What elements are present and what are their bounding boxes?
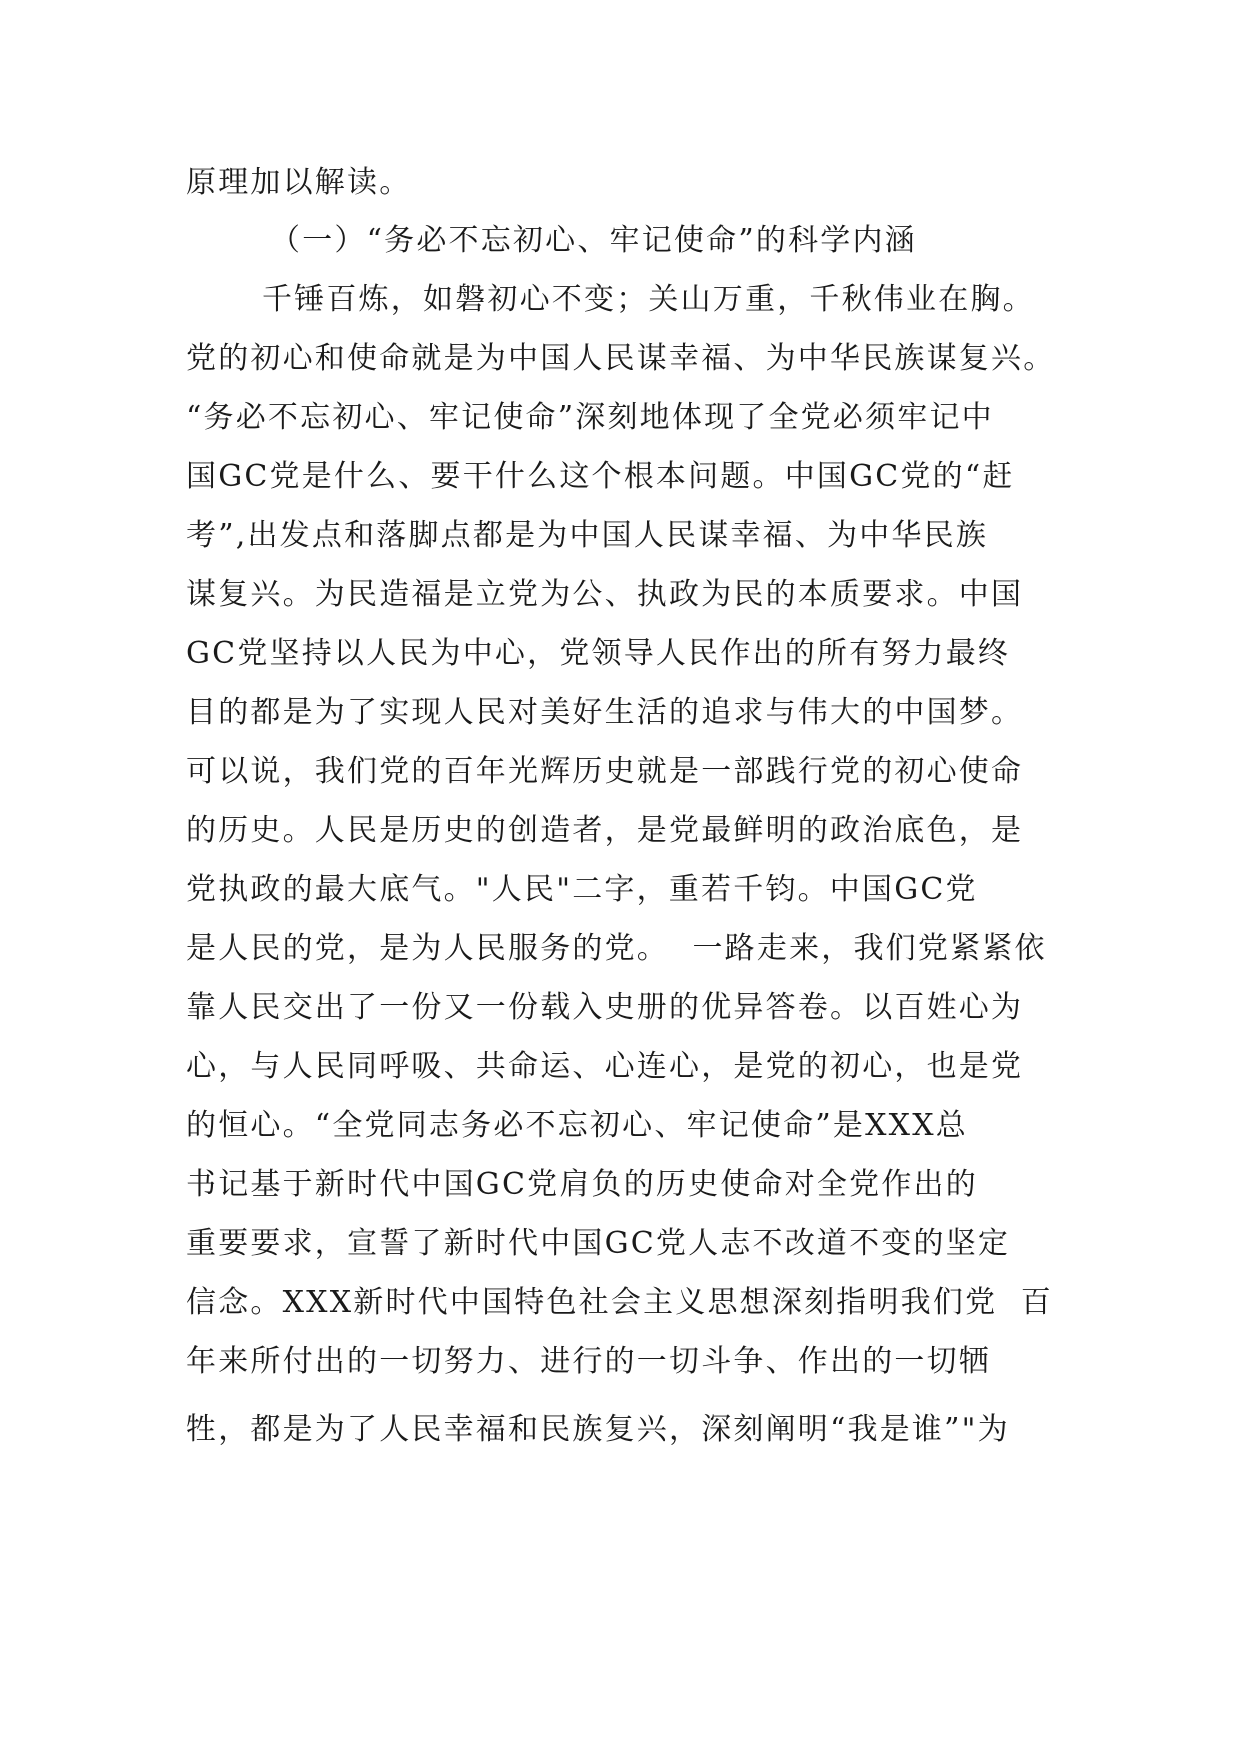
- body-text-line: 心，与人民同呼吸、共命运、心连心，是党的初心，也是党: [186, 1049, 1024, 1084]
- body-text-line: 考”,出发点和落脚点都是为中国人民谋幸福、为中华民族: [186, 518, 989, 553]
- body-text-line: 靠人民交出了一份又一份载入史册的优异答卷。以百姓心为: [186, 990, 1024, 1025]
- paragraph-first-line: 千锤百炼，如磐初心不变；关山万重，千秋伟业在胸。: [262, 282, 1035, 317]
- section-heading: （一）“务必不忘初心、牢记使命”的科学内涵: [270, 223, 917, 258]
- body-text-line: 原理加以解读。: [186, 165, 412, 200]
- body-text-line: 书记基于新时代中国GC党肩负的历史使命对全党作出的: [186, 1167, 978, 1202]
- body-text-line: 谋复兴。为民造福是立党为公、执政为民的本质要求。中国: [186, 577, 1024, 612]
- body-text-line: 党执政的最大底气。"人民"二字，重若千钧。中国GC党: [186, 872, 978, 907]
- body-text-line: GC党坚持以人民为中心，党领导人民作出的所有努力最终: [186, 636, 1011, 671]
- body-text-line: 是人民的党，是为人民服务的党。 一路走来，我们党紧紧依: [186, 931, 1047, 966]
- body-text-line: 可以说，我们党的百年光辉历史就是一部践行党的初心使命: [186, 754, 1024, 789]
- body-text-line: “务必不忘初心、牢记使命”深刻地体现了全党必须牢记中: [186, 400, 994, 435]
- body-text-line: 国GC党是什么、要干什么这个根本问题。中国GC党的“赶: [186, 459, 1015, 494]
- body-text-line: 党的初心和使命就是为中国人民谋幸福、为中华民族谋复兴。: [186, 341, 1056, 376]
- body-text-line: 的恒心。“全党同志务必不忘初心、牢记使命”是XXX总: [186, 1108, 968, 1143]
- body-text-line: 重要要求，宣誓了新时代中国GC党人志不改道不变的坚定: [186, 1226, 1011, 1261]
- body-text-line: 的历史。人民是历史的创造者，是党最鲜明的政治底色，是: [186, 813, 1024, 848]
- body-text-line: 目的都是为了实现人民对美好生活的追求与伟大的中国梦。: [186, 695, 1024, 730]
- body-text-line: 牲，都是为了人民幸福和民族复兴，深刻阐明“我是谁”"为: [186, 1412, 1010, 1447]
- body-text-line: 年来所付出的一切努力、进行的一切斗争、作出的一切牺: [186, 1344, 991, 1379]
- body-text-line: 信念。XXX新时代中国特色社会主义思想深刻指明我们党 百: [186, 1285, 1053, 1320]
